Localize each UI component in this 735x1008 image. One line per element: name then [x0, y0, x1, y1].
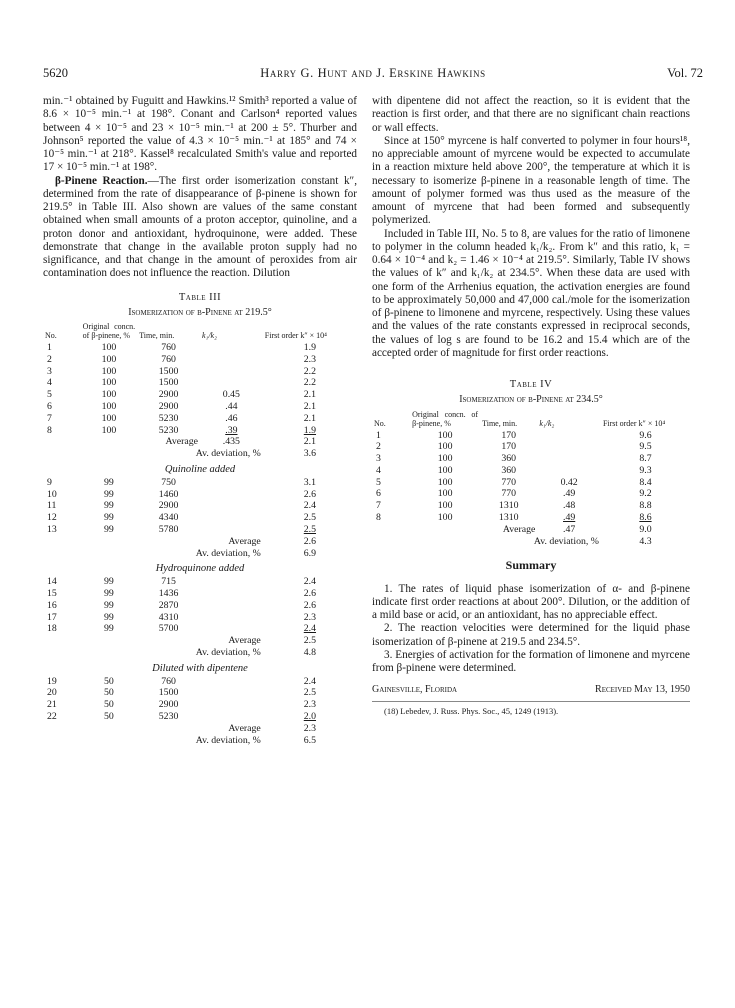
- table4-cell-no: 2: [376, 441, 381, 453]
- table3-quinoline-summary: [43, 536, 357, 560]
- table3-quinoline-row: [43, 500, 357, 512]
- hydroquinone-average-label: Average: [228, 635, 261, 647]
- table3-hydroquinone-cell-k: 2.4: [303, 576, 317, 588]
- table3-quinoline-cell-concn: 99: [104, 512, 114, 524]
- table3-cell-no: 1: [47, 342, 52, 353]
- table3-quinoline-row: [43, 524, 357, 536]
- table3-cell-time: 2900: [158, 400, 179, 412]
- table3-hydroquinone-cell-time: 1436: [158, 587, 179, 599]
- table3-quinoline-cell-concn: 99: [104, 476, 114, 488]
- table3-hydroquinone-cell-k: 2.4: [303, 623, 317, 635]
- table3-hydroquinone-cell-no: 15: [47, 587, 57, 599]
- table3-cell-ratio: [200, 342, 263, 354]
- table3-quinoline-cell-concn: 99: [104, 500, 114, 512]
- table3-deviation-label: Av. deviation, %: [195, 448, 261, 460]
- table4-cell-no: 7: [376, 500, 381, 512]
- table3-quinoline-cell-no: 13: [47, 523, 57, 535]
- table3-cell-ratio: .39: [225, 424, 238, 436]
- table3-cell-ratio: [200, 377, 263, 389]
- table3-quinoline-cell-no: 10: [47, 488, 57, 500]
- table3-hydroquinone-cell-time: 5700: [158, 623, 179, 635]
- table3-quinoline-cell-time: 1460: [158, 488, 179, 500]
- table3-row: [43, 342, 357, 354]
- table3-quinoline-cell-k: 2.5: [303, 512, 317, 524]
- table3-main-rows: [43, 342, 357, 436]
- table3-dipentene-cell-time: 5230: [158, 710, 179, 722]
- table3-quinoline-cell-k: 3.1: [303, 476, 317, 488]
- table3-quinoline-cell-k: 2.4: [303, 500, 317, 512]
- table4-caption: Isomerization of β-Pinene at 234.5°: [459, 394, 603, 406]
- table3-dipentene-row: [43, 676, 357, 688]
- table3-row: [43, 366, 357, 378]
- table3-quinoline-row: [43, 512, 357, 524]
- table3-col-k: First order k″ × 10⁴: [264, 331, 327, 340]
- table3-dipentene-cell-k: 2.4: [303, 675, 317, 687]
- table3-hydroquinone-cell-k: 2.6: [303, 599, 317, 611]
- table4-average-k: 9.0: [639, 523, 652, 535]
- table3-quinoline-row: [43, 477, 357, 489]
- table3-quinoline-cell-no: 12: [47, 512, 57, 524]
- table4-cell-no: 3: [376, 453, 381, 465]
- table3-cell-time: 2900: [158, 389, 179, 401]
- summary-item-2: 2. The reaction velocities were determined for the liquid phase isomerization of β-pinene at 219.5 and 234.5°.: [372, 622, 690, 648]
- table3-deviation-k: 3.6: [303, 448, 317, 460]
- table4-cell-ratio: .49: [563, 488, 576, 500]
- table3-col-time: Time, min.: [139, 331, 175, 340]
- table4-row: [372, 441, 690, 453]
- table3-hydroquinone-cell-k: 2.3: [303, 611, 317, 623]
- table3-hydroquinone-cell-concn: 99: [104, 587, 114, 599]
- table3-quinoline-cell-k: 2.5: [303, 523, 317, 535]
- table3-hydroquinone-row: [43, 588, 357, 600]
- table4-cell-ratio: [537, 441, 601, 453]
- running-authors: Harry G. Hunt and J. Erskine Hawkins: [260, 66, 486, 80]
- left-paragraph-2-text: —The first order isomerization constant k″, determined from the rate of disappearance of β-pinene is shown for 219.5° in Table III. Also shown are values of the same constant obtained when small amounts of a proton acceptor, quinoline, and a proton donor and antioxidant, hydroquinone, were added. These demonstrate that change in the available proton supply had no significance, and that change in the amount of peroxides from air contamination does not influence the reaction. Dilution: [43, 174, 357, 280]
- table3-cell-concn: 100: [101, 389, 117, 401]
- right-column: [372, 95, 690, 718]
- table4-average-ratio: .47: [563, 523, 576, 535]
- table3-hydroquinone-summary: [43, 635, 357, 659]
- table3-hydroquinone-row: [43, 612, 357, 624]
- table4-cell-concn: 100: [437, 453, 453, 465]
- table4-col-no: No.: [374, 418, 386, 428]
- right-paragraph-1: with dipentene did not affect the reaction, so it is evident that the reaction is first order, and that there are no significant chain reactions or wall effects.: [372, 95, 690, 134]
- table4-title: Table IV: [509, 379, 553, 390]
- table3-row: [43, 354, 357, 366]
- hydroquinone-average-k: 2.5: [303, 635, 317, 647]
- table3-row: [43, 413, 357, 425]
- table3-cell-no: 2: [47, 353, 52, 365]
- table3-cell-time: 760: [161, 342, 176, 353]
- table3-hydroquinone-group: [43, 559, 357, 576]
- table3-quinoline-rows: [43, 477, 357, 536]
- table4-cell-concn: 100: [437, 476, 453, 488]
- table3-dipentene-cell-ratio: [200, 699, 263, 711]
- table3-hydroquinone-cell-ratio: [200, 576, 263, 588]
- table4-cell-no: 8: [376, 512, 381, 524]
- table4-cell-concn: 100: [437, 512, 453, 524]
- table3-dipentene-cell-ratio: [200, 676, 263, 688]
- table4-cell-time: 360: [501, 464, 517, 476]
- table3-cell-k: 2.3: [303, 353, 317, 365]
- left-paragraph-1: min.⁻¹ obtained by Fuguitt and Hawkins.¹² Smith³ reported a value of 8.6 × 10⁻⁵ min.⁻¹ at 198°. Conant and Carlson⁴ reported values between 4 × 10⁻⁵ and 23 × 10⁻⁵ min.⁻¹ at 200 ± 5°. Thurber and Johnson⁵ reported the value of 4.3 × 10⁻⁵ min.⁻¹ at 185° and 74 × 10⁻⁵ min.⁻¹ at 218°. Kassel⁸ recalculated Smith's value and reported 17 × 10⁻⁵ min.⁻¹ at 198°.: [43, 95, 357, 174]
- table4-cell-time: 1310: [498, 500, 519, 512]
- table4-cell-time: 360: [501, 453, 517, 465]
- section-heading-beta-pinene: β-Pinene Reaction.: [55, 174, 148, 187]
- table3-quinoline-row: [43, 489, 357, 501]
- table3-hydroquinone-cell-concn: 99: [104, 611, 114, 623]
- table3-dipentene-cell-no: 19: [47, 675, 57, 687]
- table3-quinoline-cell-ratio: [200, 524, 263, 536]
- table3-average-ratio: .435: [222, 436, 240, 448]
- table3-hydroquinone-cell-concn: 99: [104, 576, 114, 588]
- table3-cell-concn: 100: [101, 400, 117, 412]
- table3-quinoline-cell-time: 4340: [158, 512, 179, 524]
- table4-cell-k: 9.3: [639, 464, 652, 476]
- table3-dipentene-summary: [43, 723, 357, 747]
- table3-cell-time: 5230: [158, 424, 179, 436]
- table3-dipentene-cell-time: 760: [161, 675, 176, 687]
- quinoline-average-label: Average: [228, 535, 261, 547]
- table3-dipentene-cell-ratio: [200, 711, 263, 723]
- table4-summary: [372, 524, 690, 548]
- table3-hydroquinone-subheading: Hydroquinone added: [155, 563, 245, 575]
- page-number: 5620: [43, 66, 68, 80]
- table4-cell-concn: 100: [437, 429, 453, 441]
- volume-label: Vol. 72: [667, 66, 703, 80]
- table3-quinoline-cell-ratio: [200, 477, 263, 489]
- table3-cell-k: 2.1: [303, 400, 317, 412]
- table3-row: [43, 425, 357, 437]
- table4-cell-no: 5: [376, 476, 381, 488]
- table3-hydroquinone-cell-k: 2.6: [303, 587, 317, 599]
- left-paragraph-2: [43, 175, 357, 281]
- table3-dipentene-cell-concn: 50: [104, 675, 114, 687]
- table4-cell-k: 9.5: [639, 441, 652, 453]
- table3-average-label: Average: [165, 436, 198, 448]
- table3-cell-ratio: .44: [225, 400, 238, 412]
- table3-dipentene-cell-no: 20: [47, 687, 57, 699]
- table3-cell-concn: 100: [101, 342, 117, 353]
- table4-cell-concn: 100: [437, 441, 453, 453]
- table3-cell-ratio: [200, 354, 263, 366]
- table3-hydroquinone-cell-concn: 99: [104, 623, 114, 635]
- table3-hydroquinone-cell-ratio: [200, 600, 263, 612]
- table4-col-concn: Original concn. of β-pinene, %: [412, 409, 479, 428]
- table3-cell-ratio: 0.45: [222, 389, 240, 401]
- table3-quinoline-cell-no: 9: [47, 476, 52, 488]
- location: Gainesville, Florida: [372, 684, 458, 696]
- table3-cell-no: 7: [47, 412, 52, 424]
- table3-cell-ratio: [200, 366, 263, 378]
- table3-caption: Isomerization of β-Pinene at 219.5°: [128, 306, 272, 318]
- table3-cell-time: 1500: [158, 365, 179, 377]
- table4-cell-concn: 100: [437, 464, 453, 476]
- table3-dipentene-cell-time: 2900: [158, 699, 179, 711]
- table4-cell-k: 8.7: [639, 453, 652, 465]
- table3-hydroquinone-rows: [43, 576, 357, 635]
- table3-col-concn: Original concn. of β-pinene, %: [82, 322, 136, 340]
- footnote-18: (18) Lebedev, J. Russ. Phys. Soc., 45, 1249 (1913).: [372, 701, 690, 718]
- table3-cell-k: 2.1: [303, 389, 317, 401]
- summary-heading: Summary: [505, 558, 557, 573]
- table3-hydroquinone-cell-no: 18: [47, 623, 57, 635]
- table4: [372, 410, 690, 548]
- table3-hydroquinone-cell-no: 17: [47, 611, 57, 623]
- table3-cell-no: 4: [47, 377, 52, 389]
- hydroquinone-deviation-k: 4.8: [303, 646, 317, 658]
- table3-hydroquinone-cell-concn: 99: [104, 599, 114, 611]
- table3-dipentene-cell-concn: 50: [104, 687, 114, 699]
- table4-cell-no: 1: [376, 429, 381, 441]
- right-paragraph-2: Since at 150° myrcene is half converted to polymer in four hours¹⁸, no appreciable amount of myrcene would be expected to accumulate in a reaction mixture held above 200°, the temperature at which it is necessary to isomerize β-pinene in a reasonable length of time. The amount of polymer formed was thus used as the measure of the amount of myrcene that had been formed and subsequently polymerized.: [372, 134, 690, 227]
- table3-cell-ratio: .46: [225, 412, 238, 424]
- table3-cell-no: 3: [47, 365, 52, 377]
- quinoline-deviation-label: Av. deviation, %: [195, 547, 261, 559]
- table3-dipentene-row: [43, 687, 357, 699]
- table4-cell-ratio: [537, 430, 601, 442]
- table4-cell-concn: 100: [437, 488, 453, 500]
- table3-quinoline-cell-ratio: [200, 512, 263, 524]
- table3-quinoline-cell-time: 750: [161, 476, 176, 488]
- dipentene-average-label: Average: [228, 722, 261, 734]
- table3-dipentene-cell-k: 2.0: [303, 710, 317, 722]
- table3-hydroquinone-cell-ratio: [200, 588, 263, 600]
- table4-deviation-label: Av. deviation, %: [533, 535, 599, 547]
- table3-row: [43, 401, 357, 413]
- table3-dipentene-cell-no: 22: [47, 710, 57, 722]
- table3-dipentene-row: [43, 711, 357, 723]
- table3-dipentene-row: [43, 699, 357, 711]
- table3-dipentene-cell-no: 21: [47, 699, 57, 711]
- table3-dipentene-group: [43, 659, 357, 676]
- table3-col-no: No.: [45, 331, 57, 340]
- table4-cell-k: 8.6: [639, 512, 652, 524]
- table3-cell-time: 1500: [158, 377, 179, 389]
- table3-cell-concn: 100: [101, 412, 117, 424]
- table3-dipentene-rows: [43, 676, 357, 723]
- table4-cell-time: 170: [501, 429, 517, 441]
- table3-quinoline-cell-k: 2.6: [303, 488, 317, 500]
- table4-col-ratio: k₁/k₂: [539, 418, 555, 428]
- table3-deviation-row: [43, 448, 357, 460]
- table3-quinoline-cell-ratio: [200, 489, 263, 501]
- table4-col-time: Time, min.: [482, 418, 518, 428]
- table3-cell-no: 5: [47, 389, 52, 401]
- left-column: [43, 95, 357, 746]
- table4-cell-k: 9.6: [639, 429, 652, 441]
- table4-cell-ratio: [537, 465, 601, 477]
- table4-cell-k: 8.8: [639, 500, 652, 512]
- table4-row: [372, 512, 690, 524]
- table3-quinoline-cell-time: 2900: [158, 500, 179, 512]
- table4-row: [372, 465, 690, 477]
- table3: [43, 322, 357, 746]
- table4-row: [372, 500, 690, 512]
- table3-header-row: [43, 322, 357, 342]
- table4-cell-ratio: .48: [563, 500, 576, 512]
- table3-dipentene-cell-concn: 50: [104, 699, 114, 711]
- table3-quinoline-cell-concn: 99: [104, 488, 114, 500]
- table4-cell-ratio: [537, 453, 601, 465]
- table4-cell-ratio: .49: [563, 512, 576, 524]
- table3-quinoline-group: [43, 460, 357, 477]
- table3-cell-concn: 100: [101, 377, 117, 389]
- table3-quinoline-cell-concn: 99: [104, 523, 114, 535]
- table3-cell-no: 8: [47, 424, 52, 436]
- table3-dipentene-cell-concn: 50: [104, 710, 114, 722]
- table3-row: [43, 389, 357, 401]
- summary-item-3: 3. Energies of activation for the formation of limonene and myrcene from β-pinene were determined.: [372, 648, 690, 675]
- table4-row: [372, 430, 690, 442]
- table3-cell-concn: 100: [101, 424, 117, 436]
- table4-average-label: Average: [502, 523, 536, 535]
- table3-hydroquinone-row: [43, 576, 357, 588]
- dipentene-deviation-k: 6.5: [303, 734, 317, 746]
- table3-cell-time: 5230: [158, 412, 179, 424]
- table3-main-summary: [43, 436, 357, 460]
- table3-cell-k: 2.2: [303, 377, 317, 389]
- dipentene-average-k: 2.3: [303, 722, 317, 734]
- table3-hydroquinone-cell-time: 2870: [158, 599, 179, 611]
- table3-cell-k: 1.9: [303, 424, 317, 436]
- table3-hydroquinone-cell-time: 4310: [158, 611, 179, 623]
- table3-hydroquinone-row: [43, 600, 357, 612]
- table4-cell-time: 770: [501, 476, 517, 488]
- table3-title: Table III: [178, 291, 222, 303]
- table4-rows: [372, 430, 690, 524]
- dipentene-deviation-label: Av. deviation, %: [195, 734, 261, 746]
- table3-cell-time: 760: [161, 353, 176, 365]
- table3-cell-concn: 100: [101, 365, 117, 377]
- quinoline-deviation-k: 6.9: [303, 547, 317, 559]
- table4-cell-time: 770: [501, 488, 517, 500]
- table3-quinoline-cell-time: 5780: [158, 523, 179, 535]
- table4-cell-time: 1310: [498, 512, 519, 524]
- summary-item-1: 1. The rates of liquid phase isomerization of α- and β-pinene indicate first order reactions at about 200°. Dilution, or the addition of a mild base or acid, or an antioxidant, has no appreciable effect.: [372, 582, 690, 622]
- table3-col-ratio: k₁/k₂: [201, 331, 217, 340]
- table3-hydroquinone-cell-ratio: [200, 612, 263, 624]
- table4-cell-k: 9.2: [639, 488, 652, 500]
- table3-hydroquinone-cell-time: 715: [161, 576, 176, 588]
- table4-cell-no: 6: [376, 488, 381, 500]
- table3-dipentene-subheading: Diluted with dipentene: [152, 662, 248, 674]
- table3-dipentene-cell-ratio: [200, 687, 263, 699]
- table4-col-k: First order k″ × 10⁴: [602, 418, 666, 428]
- table4-cell-ratio: 0.42: [560, 476, 578, 488]
- table3-row: [43, 377, 357, 389]
- table3-dipentene-cell-k: 2.3: [303, 699, 317, 711]
- table3-quinoline-cell-no: 11: [47, 500, 57, 512]
- table4-cell-time: 170: [501, 441, 517, 453]
- hydroquinone-deviation-label: Av. deviation, %: [195, 646, 261, 658]
- table3-average-k: 2.1: [303, 436, 317, 448]
- table3-quinoline-cell-ratio: [200, 500, 263, 512]
- table3-average-row: [43, 436, 357, 448]
- table4-row: [372, 477, 690, 489]
- table4-cell-no: 4: [376, 464, 381, 476]
- table3-cell-concn: 100: [101, 353, 117, 365]
- table3-hydroquinone-cell-ratio: [200, 623, 263, 635]
- table4-deviation-k: 4.3: [639, 535, 652, 547]
- table4-header-row: [372, 410, 690, 430]
- table4-cell-k: 8.4: [639, 476, 652, 488]
- table3-quinoline-subheading: Quinoline added: [164, 463, 236, 475]
- page-header: [43, 66, 703, 82]
- table3-cell-no: 6: [47, 400, 52, 412]
- table4-row: [372, 453, 690, 465]
- table3-cell-k: 2.2: [303, 365, 317, 377]
- received-date: Received May 13, 1950: [595, 684, 690, 696]
- quinoline-average-k: 2.6: [303, 535, 317, 547]
- table3-hydroquinone-cell-no: 16: [47, 599, 57, 611]
- received-line: [372, 683, 690, 696]
- table4-row: [372, 488, 690, 500]
- table3-cell-k: 1.9: [303, 342, 317, 353]
- table4-cell-concn: 100: [437, 500, 453, 512]
- table3-hydroquinone-row: [43, 623, 357, 635]
- table3-hydroquinone-cell-no: 14: [47, 576, 57, 588]
- table3-dipentene-cell-time: 1500: [158, 687, 179, 699]
- table3-dipentene-cell-k: 2.5: [303, 687, 317, 699]
- right-paragraph-3: Included in Table III, No. 5 to 8, are values for the ratio of limonene to polymer in the column headed k₁/k₂. From k″ and this ratio, k₁ = 0.64 × 10⁻⁴ and k₂ = 1.46 × 10⁻⁴ at 219.5°. Similarly, Table IV shows the values of k″ and k₁/k₂ at 234.5°. When these data are used with one form of the Arrhenius equation, the activation energies are found to be approximately 50,000 and 47,000 cal./mole for the isomerization of β-pinene to limonene and myrcene, respectively. Using these values and the values of the rate constants expressed in reciprocal seconds, the values of log s are found to be 16.2 and 15.4 which are of the accepted order of magnitude for first order reactions.: [372, 227, 690, 359]
- table3-cell-k: 2.1: [303, 412, 317, 424]
